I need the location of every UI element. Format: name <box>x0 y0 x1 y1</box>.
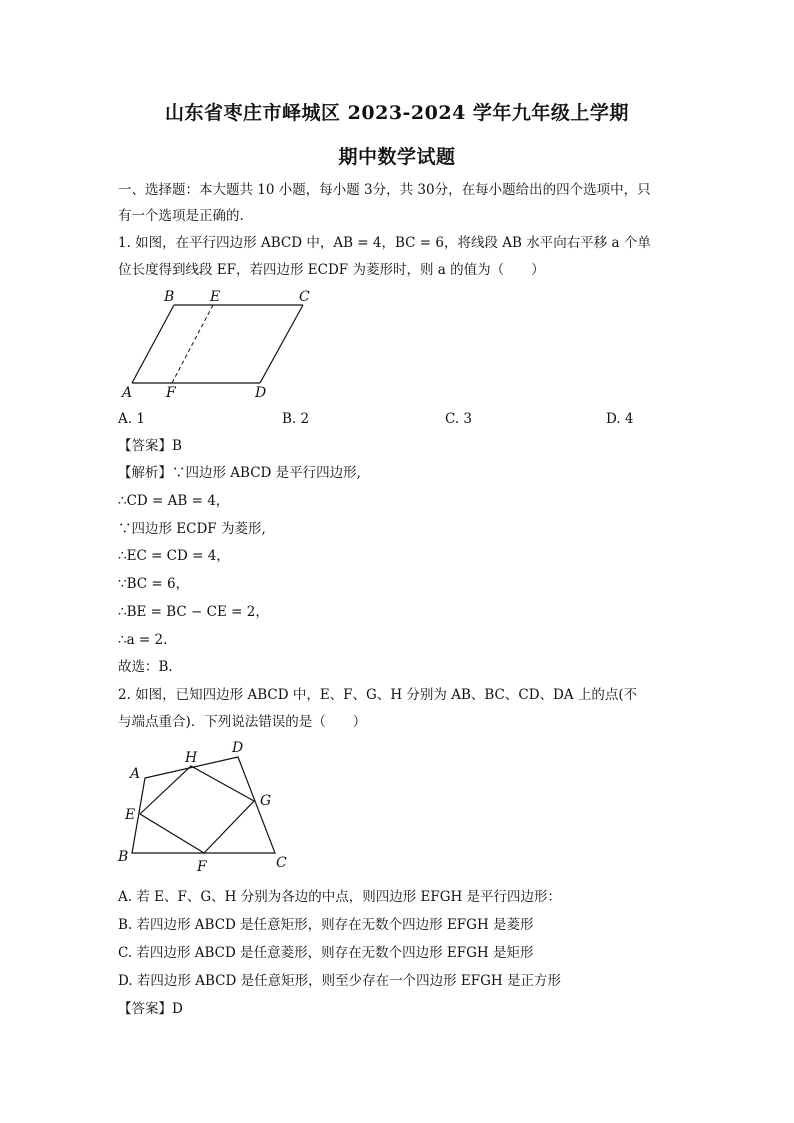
q1-solution-line: ∵四边形 ECDF 为菱形, <box>118 521 266 537</box>
q2-quadrilateral-figure <box>112 736 302 876</box>
q1-option-b: B. 2 <box>282 411 310 427</box>
q1-option-d: D. 4 <box>606 411 634 427</box>
question-2-text-cont: 与端点重合)．下列说法错误的是（ ） <box>118 714 367 730</box>
q2-option-b: B. 若四边形 ABCD 是任意矩形，则存在无数个四边形 EFGH 是菱形 <box>118 917 534 933</box>
q1-solution-line: ∵BC = 6， <box>118 576 190 592</box>
section-heading-cont: 有一个选项是正确的. <box>118 208 244 224</box>
q1-solution-line: ∴BE = BC − CE = 2， <box>118 604 269 620</box>
q1-solution-line: ∴CD = AB = 4， <box>118 493 230 509</box>
q1-option-a: A. 1 <box>118 411 145 427</box>
document-title: 山东省枣庄市峄城区 2023-2024 学年九年级上学期 <box>165 102 629 124</box>
label-b: B <box>164 289 175 305</box>
segment-ef-dashed <box>172 305 213 383</box>
segment-ab <box>132 305 174 383</box>
q1-solution-line: 【解析】∵四边形 ABCD 是平行四边形, <box>118 465 361 481</box>
label-f: F <box>166 385 176 401</box>
label-d: D <box>232 740 244 756</box>
q2-option-d: D. 若四边形 ABCD 是任意矩形，则至少存在一个四边形 EFGH 是正方形 <box>118 973 561 989</box>
label-d: D <box>255 385 267 401</box>
q1-answer: 【答案】B <box>118 438 182 454</box>
q2-option-a: A. 若 E、F、G、H 分别为各边的中点，则四边形 EFGH 是平行四边形： <box>118 889 562 905</box>
quadrilateral-efgh <box>140 766 254 853</box>
label-e: E <box>125 807 136 823</box>
q2-option-c: C. 若四边形 ABCD 是任意菱形，则存在无数个四边形 EFGH 是矩形 <box>118 945 534 961</box>
label-a: A <box>122 385 133 401</box>
q1-solution-line: ∴a = 2. <box>118 632 168 648</box>
label-b: B <box>118 849 129 865</box>
label-a: A <box>130 766 141 782</box>
question-1-text-cont: 位长度得到线段 EF，若四边形 ECDF 为菱形时，则 a 的值为（ ） <box>118 262 545 278</box>
question-1-text: 1. 如图，在平行四边形 ABCD 中，AB = 4，BC = 6，将线段 AB 水平向右平移 a 个单 <box>118 235 651 251</box>
label-c: C <box>299 289 310 305</box>
label-g: G <box>260 793 272 809</box>
document-subtitle: 期中数学试题 <box>338 146 456 168</box>
label-e: E <box>210 289 221 305</box>
label-h: H <box>185 750 198 766</box>
q1-option-c: C. 3 <box>445 411 473 427</box>
q1-solution-line: ∴EC = CD = 4， <box>118 548 230 564</box>
segment-cd <box>260 305 303 383</box>
label-c: C <box>276 855 287 871</box>
quadrilateral-abcd <box>132 757 275 853</box>
q1-solution-line: 故选：B. <box>118 659 173 675</box>
section-heading: 一、选择题：本大题共 10 小题，每小题 3分，共 30分，在每小题给出的四个选项中，只 <box>118 182 651 198</box>
q2-answer: 【答案】D <box>118 1001 183 1017</box>
q1-parallelogram-figure <box>118 286 328 404</box>
label-f: F <box>197 859 207 875</box>
question-2-text: 2. 如图，已知四边形 ABCD 中，E、F、G、H 分别为 AB、BC、CD、DA 上的点(不 <box>118 687 638 703</box>
